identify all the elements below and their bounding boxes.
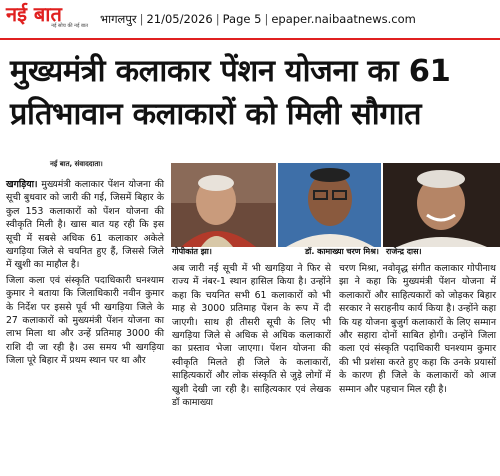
photo-caption-3: राजेन्द्र दास। xyxy=(386,247,422,256)
edition-info: भागलपुर | 21/05/2026 | Page 5 | epaper.naibaatnews.com xyxy=(100,12,416,26)
logo-text: नई बात xyxy=(6,2,62,26)
photo-caption-2: डॉ. कामाख्या चरण मिश्र। xyxy=(305,247,379,256)
portrait-photo-rajendra xyxy=(383,163,500,247)
article-column-1 xyxy=(6,178,164,370)
paragraph-text: मुख्यमंत्री कलाकार पेंशन योजना की सूची बुधवार को जारी की गई, जिसमें बिहार के कुल 153 कलाकारों को पेंशन योजना की स्वीकृति मिली है। खास बात यह रही कि इस सूची में सबसे अधिक 61 कलाकार अकेले खगड़िया जिले से चयनित हुए हैं, जिससे जिले में खुशी का माहौल है। xyxy=(6,179,164,271)
edition-date: 21/05/2026 xyxy=(146,12,213,26)
article-column-2 xyxy=(172,262,331,411)
paragraph: जिला कला एवं संस्कृति पदाधिकारी घनश्याम कुमार ने बताया कि जिलाधिकारी नवीन कुमार के निर्देश पर इससे पूर्व भी खगड़िया जिले के 27 कलाकारों को मुख्यमंत्री पेंशन योजना का लाभ मिला था और उन्हें प्रतिमाह 3000 की राशि दी जा रही है। उस समय भी खगड़िया जिला पूरे बिहार में प्रथम स्थान पर था और xyxy=(6,274,164,367)
newspaper-logo[interactable] xyxy=(6,3,88,37)
article-column-3 xyxy=(339,262,496,398)
photo-strip xyxy=(171,163,500,247)
portrait-photo-gopikant xyxy=(171,163,276,247)
photo-caption-1: गोपीकांत झा। xyxy=(172,247,212,256)
paragraph: चरण मिश्रा, नवोवृद्ध संगीत कलाकार गोपीनाथ झा ने कहा कि मुख्यमंत्री पेंशन योजना में कलाकारों और साहित्यकारों को जोड़कर बिहार सरकार ने सराहनीय कार्य किया है। उन्होंने कहा कि यह योजना बुजुर्ग कलाकारों के लिए सम्मान और सहारा दोनों साबित होगी। उन्होंने जिला कला एवं संस्कृति पदाधिकारी घनश्याम कुमार की भी प्रशंसा करते हुए कहा कि उनके प्रयासों के कारण ही जिले के कलाकारों को आज सम्मान और पहचान मिल रही है। xyxy=(339,263,496,395)
logo-tagline: नई सोच की नई बात xyxy=(51,23,88,29)
page-number: Page 5 xyxy=(222,12,262,26)
epaper-link[interactable]: epaper.naibaatnews.com xyxy=(271,12,416,26)
dateline: खगड़िया। xyxy=(6,179,38,190)
headline-line-2: प्रतिभावान कलाकारों को मिली सौगात xyxy=(10,97,422,132)
paragraph: अब जारी नई सूची में भी खगड़िया ने फिर से राज्य में नंबर-1 स्थान हासिल किया है। उन्होंने कहा कि चयनित सभी 61 कलाकारों को भी माह से 3000 प्रतिमाह पेंशन के रूप में दी जाएगी। साथ ही तीसरी सूची के लिए भी खगड़िया जिले से अधिक से अधिक कलाकारों का प्रस्ताव भेजा जाएगा। पेंशन योजना की स्वीकृति मिलते ही जिले के कलाकारों, साहित्यकारों और लोक संस्कृति से जुड़े लोगों में खुशी देखी जा रही है। साहित्यकार एवं लेखक डॉ कामाख्या xyxy=(172,263,331,409)
byline: नई बात, संवाददाता। xyxy=(50,160,103,168)
masthead-bar xyxy=(0,0,500,40)
portrait-photo-kamakhya xyxy=(278,163,381,247)
article-headline xyxy=(10,50,494,136)
edition-city: भागलपुर xyxy=(100,12,137,26)
headline-line-1: मुख्यमंत्री कलाकार पेंशन योजना का 61 xyxy=(10,54,451,89)
paragraph xyxy=(6,178,164,272)
